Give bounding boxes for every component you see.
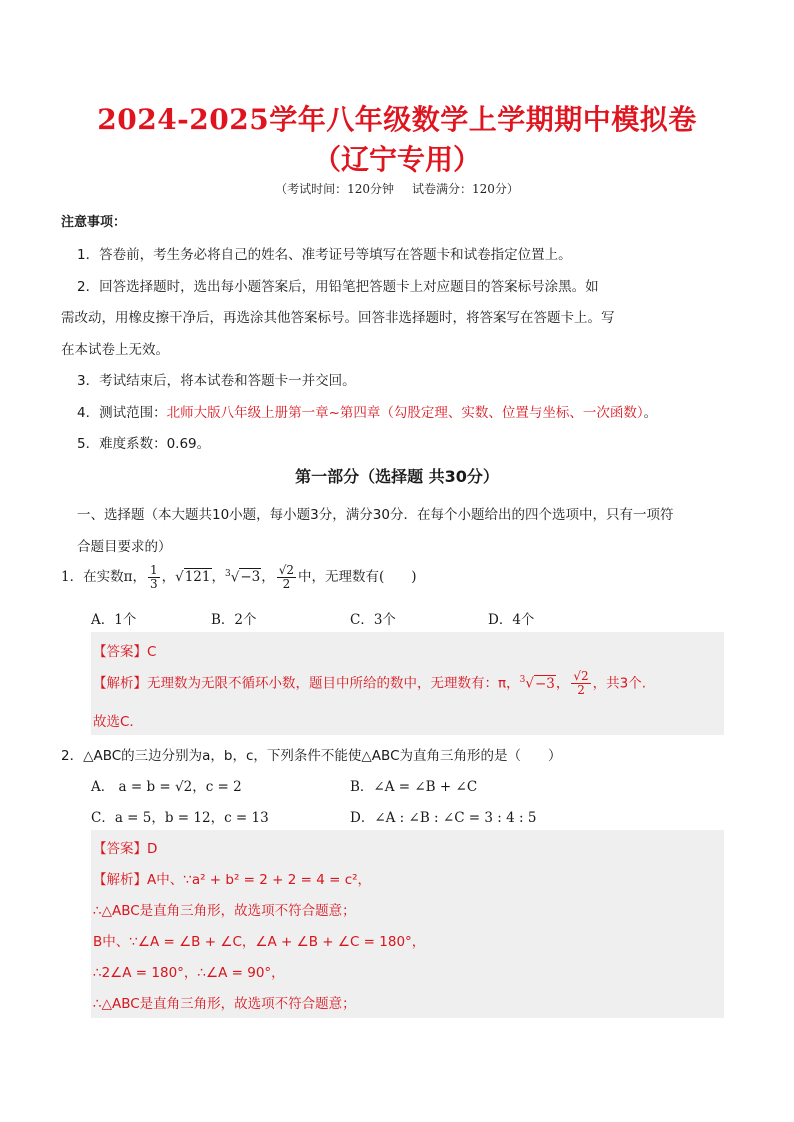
radicand: −3 xyxy=(534,675,555,692)
analysis-suffix: ，共3个. xyxy=(592,675,647,692)
notice-item-3: 3．考试结束后，将本试卷和答题卡一并交回。 xyxy=(77,373,356,389)
notice-item-2-line-2: 需改动，用橡皮擦干净后，再选涂其他答案标号。回答非选择题时，将答案写在答题卡上。写 xyxy=(61,310,615,326)
notice-item-2-line-1: 2．回答选择题时，选出每小题答案后，用铅笔把答题卡上对应题目的答案标号涂黑。如 xyxy=(77,279,599,295)
analysis-text: A中、∵a² + b² = 2 + 2 = 4 = c²， xyxy=(147,872,372,888)
exam-info xyxy=(0,180,794,197)
question-1-option-d: D．4个 xyxy=(488,612,535,628)
section-title: 第一部分（选择题 共30分） xyxy=(295,467,499,486)
notice-title: 注意事项： xyxy=(61,215,127,230)
test-range: 北师大版八年级上册第一章~第四章（勾股定理、实数、位置与坐标、一次函数） xyxy=(166,405,644,421)
question-1-option-a: A．1个 xyxy=(91,612,137,628)
question-2-analysis-line-4: ∴2∠A = 180°，∴∠A = 90°， xyxy=(93,965,285,981)
fraction-denominator: 2 xyxy=(282,577,291,591)
fraction-denominator: 2 xyxy=(577,683,585,697)
analysis-label: 【解析】 xyxy=(93,872,147,888)
question-2-option-c: C．a = 5，b = 12，c = 13 xyxy=(91,810,269,826)
question-2-analysis-line-1 xyxy=(93,868,371,888)
fraction-one-third xyxy=(148,564,160,591)
cube-root-neg3: $^3$√−3 xyxy=(225,568,261,585)
analysis-text: 无理数为无限不循环小数，题目中所给的数中，无理数有：π， xyxy=(147,675,520,692)
question-1-prefix: 在实数π， xyxy=(83,569,146,585)
question-2-answer-box xyxy=(91,830,724,1018)
section-intro-line-2: 合题目要求的） xyxy=(77,539,172,555)
question-1-analysis: 【解析】无理数为无限不循环小数，题目中所给的数中，无理数有：π，$^3$√−3， $\frac{√2}{2}$ ，共3个. xyxy=(93,669,647,697)
separator: ， xyxy=(261,569,275,585)
question-1-conclusion: 故选C. xyxy=(93,714,134,730)
question-1-option-b: B．2个 xyxy=(211,612,257,628)
fraction-sqrt2-over-2 xyxy=(571,670,590,697)
fraction-numerator: √2 xyxy=(278,563,295,577)
section-intro-line-1: 一、选择题（本大题共10小题，每小题3分，满分30分．在每个小题给出的四个选项中，只有一项符 xyxy=(77,507,674,523)
question-2-option-d: D．∠A : ∠B : ∠C = 3 : 4 : 5 xyxy=(350,810,537,826)
notice-item-2-line-3: 在本试卷上无效。 xyxy=(61,342,169,358)
fraction-denominator: 3 xyxy=(149,577,158,591)
fraction-numerator: 1 xyxy=(149,563,158,577)
question-2-stem xyxy=(61,744,562,764)
separator: ， xyxy=(211,569,225,585)
radicand: 121 xyxy=(184,569,211,585)
fraction-numerator: √2 xyxy=(573,669,589,683)
question-2-analysis-line-5: ∴△ABC是直角三角形，故选项不符合题意； xyxy=(93,996,356,1012)
notice-item-4-suffix: 。 xyxy=(643,405,658,421)
fraction-sqrt2-over-2 xyxy=(277,564,296,591)
notice-item-5: 5．难度系数：0.69。 xyxy=(77,436,211,452)
exam-time: （考试时间：120分钟 xyxy=(275,182,394,196)
question-1-stem xyxy=(61,564,417,591)
exam-score: 试卷满分：120分） xyxy=(412,182,519,196)
question-2-option-a: A． a = b = √2，c = 2 xyxy=(91,779,242,795)
root-index: 3 xyxy=(225,568,231,579)
sqrt-121: √121 xyxy=(175,569,211,585)
root-index: 3 xyxy=(519,675,526,685)
question-2-option-b: B．∠A = ∠B + ∠C xyxy=(350,779,478,795)
question-2-answer: 【答案】D xyxy=(93,841,158,857)
question-1-option-c: C．3个 xyxy=(350,612,396,628)
question-2-analysis-line-3: B中、∵∠A = ∠B + ∠C，∠A + ∠B + ∠C = 180°， xyxy=(93,934,426,950)
question-2-number: 2． xyxy=(61,748,84,764)
notice-item-1: 1．答卷前，考生务必将自己的姓名、准考证号等填写在答题卡和试卷指定位置上。 xyxy=(77,247,572,263)
exam-subtitle: （辽宁专用） xyxy=(312,143,481,176)
question-1-answer-box xyxy=(91,632,724,735)
separator: ， xyxy=(161,569,176,585)
question-2-analysis-line-2: ∴△ABC是直角三角形，故选项不符合题意； xyxy=(93,903,356,919)
notice-item-4 xyxy=(77,401,657,421)
question-1-number: 1． xyxy=(61,569,84,585)
question-1-suffix: 中，无理数有( ) xyxy=(298,569,417,585)
exam-title: 2024-2025学年八年级数学上学期期中模拟卷 xyxy=(97,103,697,136)
radicand: −3 xyxy=(240,569,261,585)
cube-root-neg3: $^3$√−3 xyxy=(519,675,555,692)
question-1-answer: 【答案】C xyxy=(93,644,157,660)
notice-item-4-prefix: 4．测试范围： xyxy=(77,405,167,421)
analysis-label: 【解析】 xyxy=(93,675,147,692)
question-2-text: △ABC的三边分别为a，b，c，下列条件不能使△ABC为直角三角形的是（ ） xyxy=(83,748,562,764)
